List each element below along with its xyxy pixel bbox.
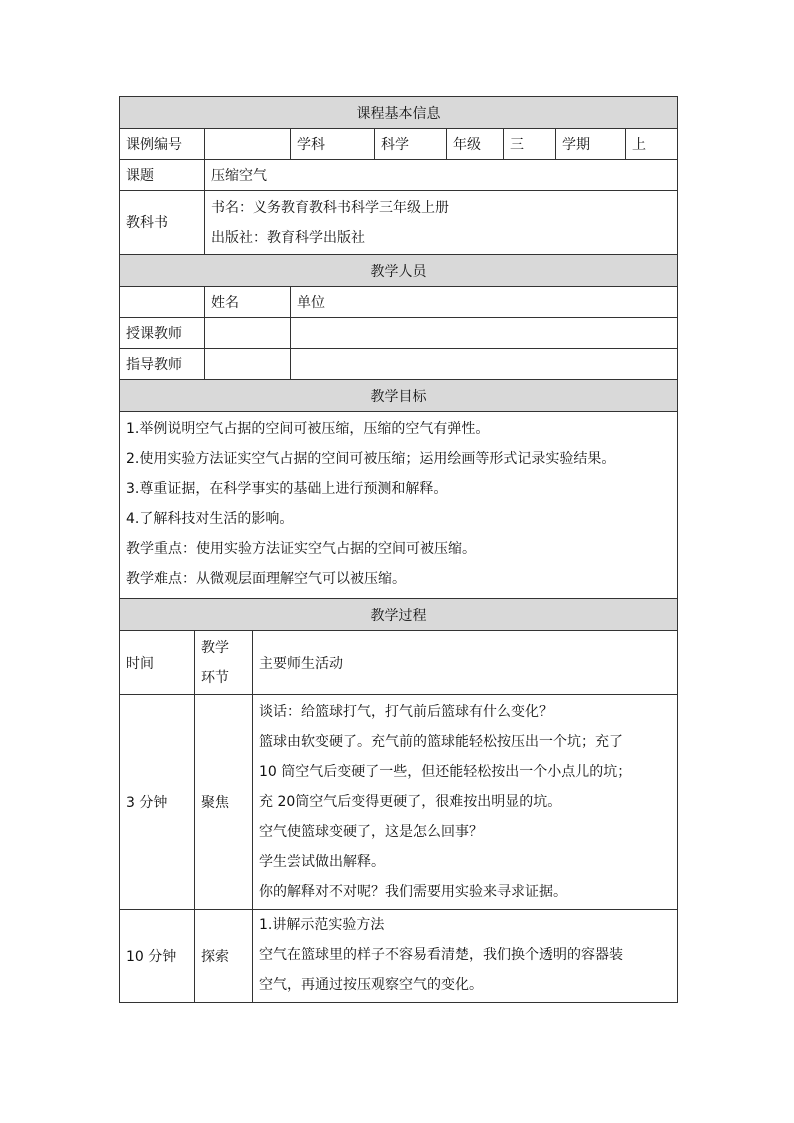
process-row-time: 10 分钟 [120,910,195,1003]
topic-value: 压缩空气 [205,160,678,191]
goal-item: 3.尊重证据，在科学事实的基础上进行预测和解释。 [126,481,448,497]
staff-role-blank [120,287,205,318]
staff-col-name: 姓名 [205,287,291,318]
process-row-activity [253,910,678,1003]
basic-info-header: 课程基本信息 [120,97,678,129]
staff-col-unit: 单位 [291,287,678,318]
key-point: 教学重点：使用实验方法证实空气占据的空间可被压缩。 [126,541,476,557]
staff-advisor-unit [291,349,678,380]
stage-header-line-1: 教学 [201,639,229,656]
textbook-info [205,191,678,255]
stage-header-line-2: 环节 [201,669,229,686]
activity-line: 10 筒空气后变硬了一些，但还能轻松按出一个小点儿的坑； [259,764,632,780]
course-no-label: 课例编号 [120,129,205,160]
activity-line: 空气，再通过按压观察空气的变化。 [259,977,483,993]
staff-teacher-name [205,318,291,349]
goal-item: 1.举例说明空气占据的空间可被压缩，压缩的空气有弹性。 [126,421,490,437]
process-row-time: 3 分钟 [120,695,195,910]
course-no-value [205,129,291,160]
staff-advisor-name [205,349,291,380]
grade-label: 年级 [447,129,504,160]
process-header: 教学过程 [120,599,678,631]
activity-line: 篮球由软变硬了。充气前的篮球能轻松按压出一个坑；充了 [259,734,623,750]
topic-label: 课题 [120,160,205,191]
staff-role-advisor: 指导教师 [120,349,205,380]
activity-line: 学生尝试做出解释。 [259,854,385,870]
process-row-stage: 探索 [195,910,253,1003]
process-row-stage: 聚焦 [195,695,253,910]
goal-item: 4.了解科技对生活的影响。 [126,511,294,527]
lesson-info-table [119,96,678,631]
term-label: 学期 [556,129,626,160]
process-col-activity: 主要师生活动 [253,631,678,695]
subject-value: 科学 [375,129,447,160]
lesson-plan-sheet [119,96,677,1003]
activity-line: 1.讲解示范实验方法 [259,917,385,933]
textbook-title: 书名：义务教育教科书科学三年级上册 [211,199,449,216]
textbook-publisher: 出版社：教育科学出版社 [211,229,365,246]
activity-line: 你的解释对不对呢？我们需要用实验来寻求证据。 [259,884,567,900]
activity-line: 谈话：给篮球打气，打气前后篮球有什么变化？ [259,704,553,720]
staff-header: 教学人员 [120,255,678,287]
goal-item: 2.使用实验方法证实空气占据的空间可被压缩；运用绘画等形式记录实验结果。 [126,451,616,467]
staff-teacher-unit [291,318,678,349]
staff-role-teacher: 授课教师 [120,318,205,349]
process-row-activity [253,695,678,910]
textbook-label: 教科书 [120,191,205,255]
process-col-time: 时间 [120,631,195,695]
grade-value: 三 [504,129,556,160]
activity-line: 空气使篮球变硬了，这是怎么回事？ [259,824,483,840]
term-value: 上 [626,129,678,160]
goals-content [120,412,678,599]
activity-line: 充 20筒空气后变得更硬了，很难按出明显的坑。 [259,794,562,810]
process-col-stage [195,631,253,695]
goals-header: 教学目标 [120,380,678,412]
activity-line: 空气在篮球里的样子不容易看清楚，我们换个透明的容器装 [259,947,623,963]
difficult-point: 教学难点：从微观层面理解空气可以被压缩。 [126,571,406,587]
process-table [119,630,678,1003]
subject-label: 学科 [291,129,375,160]
